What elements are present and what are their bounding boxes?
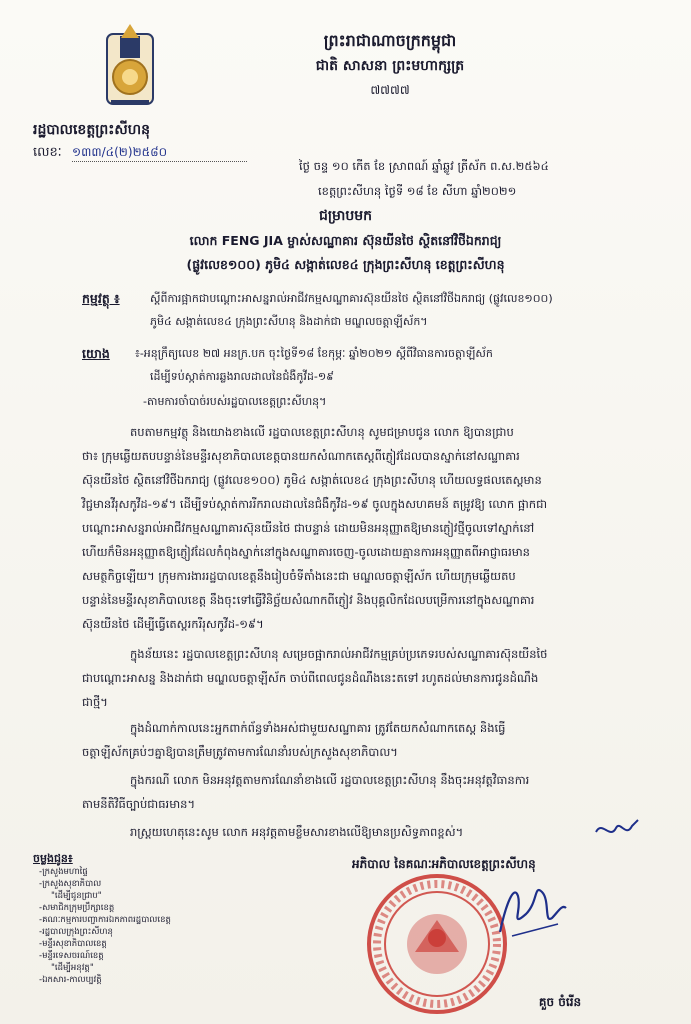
body-line: ក្នុងដំណាក់កាលនេះអ្នកពាក់ព័ន្ធទាំងអស់ជាមួយសណ្ឋាគារ ត្រូវតែយកសំណាកតេស្ត និងធ្វើ xyxy=(130,721,506,735)
reference-section-label: យោង xyxy=(82,346,110,361)
body-line: ក្នុងន័យនេះ រដ្ឋបាលខេត្តព្រះសីហនុ សម្រេចផ្អាករាល់អាជីវកម្មគ្រប់ប្រភេទរបស់សណ្ឋាគារស៊ុនយីនថៃ xyxy=(130,647,548,661)
cc-item: -មន្ទីរសុខាភិបាលខេត្ត xyxy=(39,939,107,949)
cc-item: "ដើម្បីជូនជ្រាប" xyxy=(51,891,102,901)
body-line: តបតាមកម្មវត្ថុ និងយោងខាងលើ រដ្ឋបាលខេត្តព្រះសីហនុ សូមជម្រាបជូន លោក ឱ្យបានជ្រាប xyxy=(130,425,514,439)
recipient-line-1: លោក FENG JIA ម្ចាស់សណ្ឋាគារ ស៊ុនយីនថៃ ស្ថិតនៅវិថីឯករាជ្យ xyxy=(189,233,502,248)
signatory-name: គួច ចំរើន xyxy=(538,995,582,1009)
body-line: បណ្តោះអាសន្នរាល់អាជីវកម្មសណ្ឋាគារស៊ុនយីនថៃ ជាបន្ទាន់ ដោយមិនអនុញ្ញាតឱ្យមានភ្ញៀវថ្មីចូលទៅស្នាក់នៅ xyxy=(82,521,535,535)
body-paragraph-4 xyxy=(82,768,672,816)
body-line: ហើយក៏មិនអនុញ្ញាតឱ្យភ្ញៀវដែលកំពុងស្នាក់នៅក្នុងសណ្ឋាគារចេញ-ចូលដោយគ្មានការអនុញ្ញាតពីអាជ្ញាធរមាន xyxy=(82,545,530,559)
subject-label: កម្មវត្ថុ ៖ xyxy=(82,291,120,306)
body-paragraph-2 xyxy=(82,642,672,714)
ornament: ៧៧៧៧ xyxy=(370,83,410,97)
cc-title: ចម្លងជូន៖ xyxy=(33,852,73,865)
cc-list xyxy=(33,852,218,986)
signatory-title: អភិបាល នៃគណៈអភិបាលខេត្តព្រះសីហនុ xyxy=(352,857,536,871)
body-line: ស៊ុនយីនថៃ ដើម្បីធ្វើតេស្តរករីរុសកូវីដ-១៩។ xyxy=(82,617,264,631)
body-line: សមត្ថកិច្ចឡើយ។ ក្រុមការងាររដ្ឋបាលខេត្តនឹងរៀបចំទីតាំងនេះជា មណ្ឌលចត្តាឡីស័ក ហើយក្រុមឆ្លើយតប xyxy=(82,569,516,583)
body-line: វិជ្ជមានវីរុសកូវីដ-១៩។ ដើម្បីទប់ស្កាត់ការរីករាលដាលនៃជំងឺកូវីដ-១៩ ចូលក្នុងសហគមន៍ តម្រូវឱ្យ លោក ផ្អាកជា xyxy=(82,497,548,511)
recipient-line-2: (ផ្លូវលេខ១០០) ភូមិ៤ សង្កាត់លេខ៤ ក្រុងព្រះសីហនុ ខេត្តព្រះសីហនុ xyxy=(186,257,505,272)
body-line: តាមនីតិវិធីច្បាប់ជាធរមាន។ xyxy=(82,797,196,811)
cc-item: -មន្ទីរទេសចរណ៍ខេត្ត xyxy=(39,951,104,961)
cc-item: -ក្រសួងសុខាភិបាល xyxy=(39,879,102,889)
letter-heading: ជម្រាបមក xyxy=(318,208,373,224)
body-line: ជាថ្មី។ xyxy=(82,695,108,709)
body-paragraph-5: រាស្រ្តយហេតុនេះសូម លោក អនុវត្តតាមខ្លឹមសារខាងលើឱ្យមានប្រសិទ្ធភាពខ្ពស់។ xyxy=(130,825,464,839)
cc-item: -រដ្ឋបាលក្រុងព្រះសីហនុ xyxy=(39,927,113,937)
body-line: ស៊ុនយីនថៃ ស្ថិតនៅវិថីឯករាជ្យ (ផ្លូវលេខ១០០) ភូមិ៤ សង្កាត់លេខ៤ ក្រុងព្រះសីហនុ ហើយលទ្ធផលតេស្តមាន xyxy=(82,473,542,487)
cc-item: -ក្រសួងមហាផ្ទៃ xyxy=(39,867,88,877)
body-line: ក្នុងករណី លោក មិនអនុវត្តតាមការណែនាំខាងលើ រដ្ឋបាលខេត្តព្រះសីហនុ នឹងចុះអនុវត្តវិធានការ xyxy=(130,773,530,787)
body-line: បន្ទាន់នៃមន្ទីរសុខាភិបាលខេត្ត នឹងចុះទៅធ្វើវិនិច្ឆ័យសំណាកពីភ្ញៀវ និងបុគ្គលិកដែលបម្រើការនៅក្នុងសណ្ឋាគារ xyxy=(82,593,535,607)
reference-item-1a: ៖-អនុក្រឹត្យលេខ ២៧ អនក្រ.បក ចុះថ្ងៃទី១៨ ខែកុម្ភៈ ឆ្នាំ២០២១ ស្តីពីវិធានការចត្តាឡីស័ក xyxy=(135,347,493,360)
official-seal xyxy=(365,872,510,1017)
issuing-authority: រដ្ឋបាលខេត្តព្រះសីហនុ xyxy=(33,122,150,138)
body-paragraph-1 xyxy=(82,420,672,636)
reference-number: ១៣៣/៤(២)២៥៨០ xyxy=(72,144,247,162)
reference-item-2: -តាមការចាំបាច់របស់រដ្ឋបាលខេត្តព្រះសីហនុ។ xyxy=(143,395,327,408)
reference-label: លេខៈ xyxy=(33,145,62,160)
national-motto: ជាតិ សាសនា ព្រះមហាក្សត្រ xyxy=(315,58,465,74)
emblem-logo xyxy=(101,22,159,110)
kingdom-title: ព្រះរាជាណាចក្រកម្ពុជា xyxy=(323,31,457,50)
cc-item: -ឯកសារ-កាលប្បវត្តិ xyxy=(39,975,102,985)
reference-item-1b: ដើម្បីទប់ស្កាត់ការឆ្លងរាលដាលនៃជំងឺកូវីដ-១៩ xyxy=(150,370,334,383)
handwritten-signature xyxy=(492,874,572,944)
cc-item: "ដើម្បីអនុវត្ត" xyxy=(51,963,94,973)
cc-item: -សមាជិកក្រុមប្រឹក្សាខេត្ត xyxy=(39,903,115,913)
body-line: ជាបណ្តោះអាសន្ន និងដាក់ជា មណ្ឌលចត្តាឡីស័ក ចាប់ពីពេលជូនដំណឹងនេះតទៅ រហូតដល់មានការជូនដំណឹង xyxy=(82,671,539,685)
cc-item: -គណៈកម្មការបញ្ជាការឯកភាពរដ្ឋបាលខេត្ត xyxy=(39,915,171,925)
body-paragraph-3 xyxy=(82,716,672,764)
initials-mark xyxy=(592,812,642,846)
body-line: ថា៖ ក្រុមឆ្លើយតបបន្ទាន់នៃមន្ទីរសុខាភិបាលខេត្តបានយកសំណាកតេស្តពីភ្ញៀវដែលបានស្នាក់នៅសណ្ឋាគារ xyxy=(82,449,520,463)
lunar-date: ថ្ងៃ ចន្ទ ១០ កើត ខែ ស្រាពណ៍ ឆ្នាំឆ្លូវ ត្រីស័ក ព.ស.២៥៦៤ xyxy=(299,159,549,173)
subject-text-1: ស្តីពីការផ្អាកជាបណ្តោះអាសន្នរាល់អាជីវកម្មសណ្ឋាគារស៊ុនយីនថៃ ស្ថិតនៅវិថីឯករាជ្យ (ផ្លូវលេខ១០០) xyxy=(150,292,553,305)
subject-text-2: ភូមិ៤ សង្កាត់លេខ៤ ក្រុងព្រះសីហនុ និងដាក់ជា មណ្ឌលចត្តាឡីស័ក។ xyxy=(150,315,428,328)
body-line: ចត្តាឡីស័កគ្រប់ៗគ្នាឱ្យបានត្រឹមត្រូវតាមការណែនាំរបស់ក្រសួងសុខាភិបាល។ xyxy=(82,745,398,759)
solar-date: ខេត្តព្រះសីហនុ ថ្ងៃទី ១៨ ខែ សីហា ឆ្នាំ២០២១ xyxy=(318,184,517,198)
